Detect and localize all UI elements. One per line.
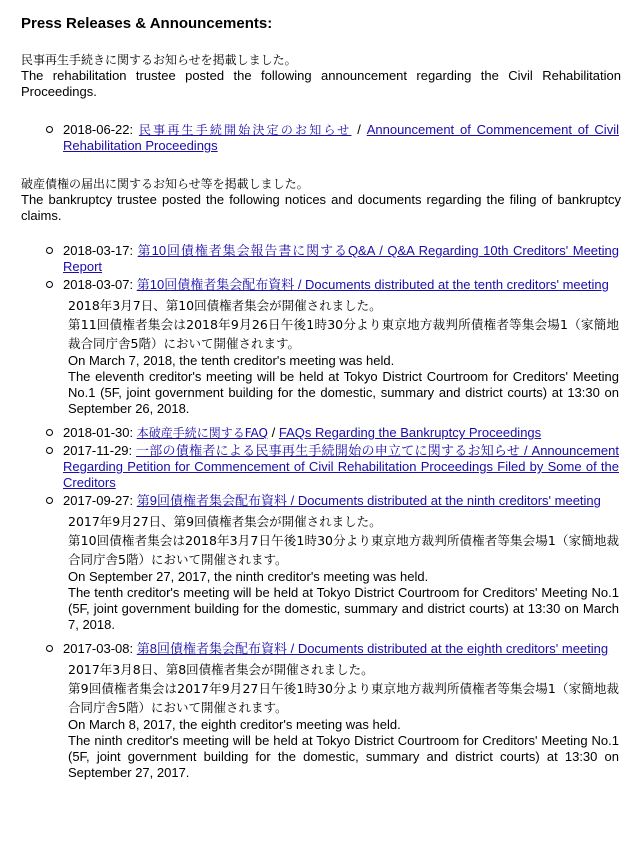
release-date: 2017-03-08:	[63, 641, 134, 656]
link-separator: /	[351, 122, 367, 137]
release-date: 2017-11-29:	[63, 443, 133, 458]
bankruptcy-intro-en: The bankruptcy trustee posted the following notices and documents regarding the filing of bankruptcy claims.	[21, 192, 621, 223]
creditors-8-documents-link[interactable]: 第8回債権者集会配布資料 / Documents distributed at the eighth creditors' meeting	[136, 641, 609, 656]
list-item	[21, 443, 619, 491]
release-date: 2018-06-22:	[63, 122, 134, 137]
page-title: Press Releases & Announcements:	[21, 15, 273, 32]
release-date: 2018-03-07:	[63, 277, 134, 292]
rehabilitation-intro-en: The rehabilitation trustee posted the following announcement regarding the Civil Rehabilitation Proceedings.	[21, 68, 621, 99]
commencement-notice-jp-link[interactable]: 民事再生手続開始決定のお知らせ	[138, 123, 352, 137]
meeting-note-en-held: On March 8, 2017, the eighth creditor's meeting was held.	[68, 717, 401, 732]
bankruptcy-list	[21, 243, 619, 789]
meeting-note-en-next: The eleventh creditor's meeting will be held at Tokyo District Courtroom for Creditors' Meeting No.1 (5F, joint government building for the domestic, summary and district courts) at 13:30 on September 26, 2018.	[68, 369, 619, 416]
rehabilitation-intro	[21, 52, 621, 100]
list-item	[21, 277, 619, 417]
list-item	[21, 425, 619, 441]
meeting-note-en-next: The tenth creditor's meeting will be held at Tokyo District Courtroom for Creditors' Meeting No.1 (5F, joint government building for the domestic, summary and district courts) at 13:30 on March 7, 2018.	[68, 585, 619, 632]
meeting-note	[68, 296, 619, 417]
meeting-note-en-held: On March 7, 2018, the tenth creditor's meeting was held.	[68, 353, 395, 368]
list-item	[21, 243, 619, 275]
commencement-notice-en-link[interactable]: Announcement of Commencement of Civil Rehabilitation Proceedings	[63, 122, 619, 153]
bankruptcy-intro-jp: 破産債権の届出に関するお知らせ等を掲載しました。	[21, 177, 309, 191]
meeting-note-en-held: On September 27, 2017, the ninth creditor's meeting was held.	[68, 569, 429, 584]
meeting-note	[68, 512, 619, 633]
petition-announcement-link[interactable]: 一部の債権者による民事再生手続開始の申立てに関するお知らせ / Announcement Regarding Petition for Commencement of Civil Rehabilitation Proceedings Filed by Some of the Creditors	[63, 443, 619, 490]
meeting-note-jp-held: 2017年9月27日、第9回債権者集会が開催されました。	[68, 514, 382, 529]
list-item	[21, 641, 619, 781]
meeting-note-jp-next: 第11回債権者集会は2018年9月26日午後1時30分より東京地方裁判所債権者等集会場1（家簡地裁合同庁舎5階）において開催されます。	[68, 317, 619, 351]
creditors-9-documents-link[interactable]: 第9回債権者集会配布資料 / Documents distributed at the ninth creditors' meeting	[136, 493, 601, 508]
creditors-10-qa-link[interactable]: 第10回債権者集会報告書に関するQ&A / Q&A Regarding 10th Creditors' Meeting Report	[63, 243, 619, 274]
creditors-10-documents-link[interactable]: 第10回債権者集会配布資料 / Documents distributed at the tenth creditors' meeting	[136, 277, 609, 292]
release-date: 2018-01-30:	[63, 425, 134, 440]
meeting-note-jp-held: 2017年3月8日、第8回債権者集会が開催されました。	[68, 662, 374, 677]
list-item	[21, 493, 619, 633]
link-separator: /	[268, 425, 279, 440]
meeting-note-jp-held: 2018年3月7日、第10回債権者集会が開催されました。	[68, 298, 382, 313]
release-date: 2018-03-17:	[63, 243, 134, 258]
release-date: 2017-09-27:	[63, 493, 134, 508]
rehabilitation-list	[21, 122, 619, 156]
list-item	[21, 122, 619, 154]
meeting-note	[68, 660, 619, 781]
rehabilitation-intro-jp: 民事再生手続きに関するお知らせを掲載しました。	[21, 53, 297, 67]
bankruptcy-intro	[21, 176, 621, 224]
meeting-note-jp-next: 第10回債権者集会は2018年3月7日午後1時30分より東京地方裁判所債権者等集会場1（家簡地裁合同庁舎5階）において開催されます。	[68, 533, 619, 567]
bankruptcy-faq-en-link[interactable]: FAQs Regarding the Bankruptcy Proceedings	[278, 425, 542, 440]
bankruptcy-faq-jp-link[interactable]: 本破産手続に関するFAQ	[136, 426, 268, 440]
meeting-note-en-next: The ninth creditor's meeting will be held at Tokyo District Courtroom for Creditors' Meeting No.1 (5F, joint government building for the domestic, summary and district courts) at 13:30 on September 27, 2017.	[68, 733, 619, 780]
meeting-note-jp-next: 第9回債権者集会は2017年9月27日午後1時30分より東京地方裁判所債権者等集会場1（家簡地裁合同庁舎5階）において開催されます。	[68, 681, 619, 715]
